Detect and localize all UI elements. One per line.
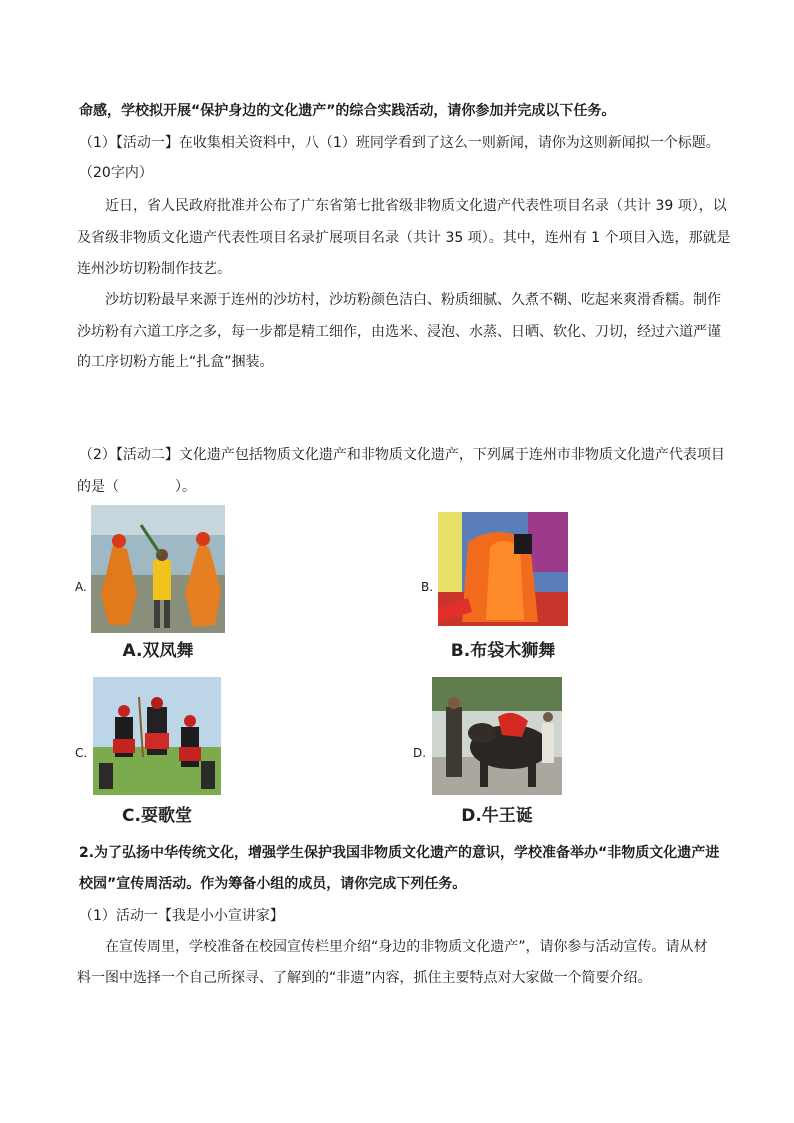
news-paragraph2-line: 的工序切粉方能上“扎盒”捆装。	[77, 354, 274, 370]
option-a-caption: A.双凤舞	[122, 641, 194, 661]
option-a-image	[91, 505, 225, 633]
part2-line1: 2.为了弘扬中华传统文化，增强学生保护我国非物质文化遗产的意识，学校准备举办“非物质文化遗产进	[79, 845, 720, 861]
option-b-caption: B.布袋木狮舞	[450, 641, 556, 661]
option-c-caption: C.耍歌堂	[122, 806, 192, 826]
news-paragraph2-line: 沙坊切粉最早来源于连州的沙坊村，沙坊粉颜色洁白、粉质细腻、久煮不糊、吃起来爽滑香糯。制作	[105, 292, 721, 308]
news-paragraph1-line: 近日，省人民政府批准并公布了广东省第七批省级非物质文化遗产代表性项目名录（共计 39 项），以	[105, 198, 727, 214]
option-a-letter: A.	[75, 580, 87, 594]
q1-line2: （20字内）	[79, 165, 153, 181]
option-d-caption: D.牛王诞	[461, 806, 533, 826]
intro-line: 命感，学校拟开展“保护身边的文化遗产”的综合实践活动，请你参加并完成以下任务。	[79, 103, 616, 119]
option-d-image	[432, 677, 562, 795]
news-paragraph1-line: 连州沙坊切粉制作技艺。	[77, 261, 231, 277]
news-paragraph1-line: 及省级非物质文化遗产代表性项目名录扩展项目名录（共计 35 项）。其中，连州有 1 个项目入选，那就是	[77, 230, 731, 246]
option-c-letter: C.	[75, 746, 88, 760]
part2-line2: 校园”宣传周活动。作为筹备小组的成员，请你完成下列任务。	[79, 876, 467, 892]
part2-sub1: （1）活动一【我是小小宣讲家】	[79, 908, 284, 924]
q2-line2: 的是（ ）。	[77, 479, 196, 495]
q2-line1: （2）【活动二】文化遗产包括物质文化遗产和非物质文化遗产，下列属于连州市非物质文化遗产代表项目	[79, 447, 725, 463]
part2-paragraph-line: 料一图中选择一个自己所探寻、了解到的“非遗”内容，抓住主要特点对大家做一个简要介绍。	[77, 970, 652, 986]
option-b-letter: B.	[421, 580, 434, 594]
part2-paragraph-line: 在宣传周里，学校准备在校园宣传栏里介绍“身边的非物质文化遗产”，请你参与活动宣传。请从材	[105, 939, 708, 955]
news-paragraph2-line: 沙坊粉有六道工序之多，每一步都是精工细作，由选米、浸泡、水蒸、日晒、软化、刀切，经过六道严谨	[77, 324, 721, 340]
option-b-image	[438, 512, 568, 626]
option-d-letter: D.	[413, 746, 427, 760]
q1-line1: （1）【活动一】在收集相关资料中，八（1）班同学看到了这么一则新闻，请你为这则新闻拟一个标题。	[79, 135, 720, 151]
option-c-image	[93, 677, 221, 795]
